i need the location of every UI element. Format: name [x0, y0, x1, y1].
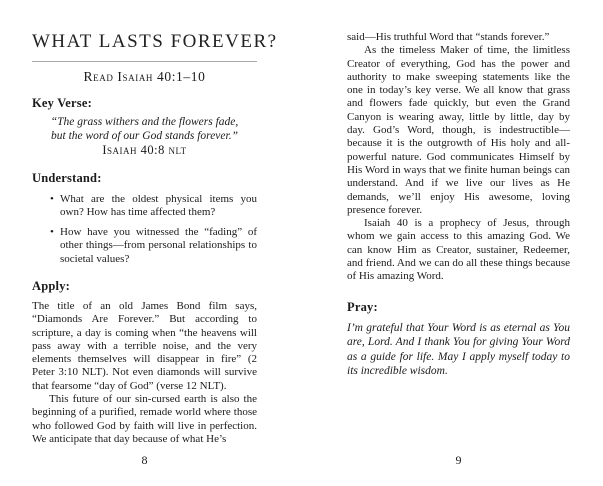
title-rule: [32, 61, 257, 62]
key-verse-quote: [32, 116, 257, 158]
book-page-left: [32, 0, 278, 486]
book-page-right: [347, 0, 570, 486]
body-paragraph: said—His truthful Word that “stands forever.”: [347, 31, 550, 43]
body-paragraph: Isaiah 40 is a prophecy of Jesus, through whom we gain access to this amazing God. We can know Him as Creator, sustainer, Redeemer, and friend. And we can do all these things because of His amazing Word.: [347, 217, 570, 283]
verse-line-1: “The grass withers and the flowers fade,: [50, 116, 239, 128]
chapter-title: WHAT LASTS FOREVER?: [32, 31, 278, 52]
apply-heading: Apply:: [32, 278, 71, 293]
page-number-right: 9: [455, 453, 462, 467]
read-reference: Read Isaiah 40:1–10: [83, 69, 206, 84]
bullet-item: • What are the oldest physical items you own? How has time affected them?: [60, 193, 257, 220]
prayer-text: I’m grateful that Your Word is as eternal as You are, Lord. And I thank You for giving Your Word as a guide for life. May I apply myself today to its incredible wisdom.: [347, 321, 570, 378]
verse-line-2: but the word of our God stands forever.”: [51, 129, 238, 142]
page-number-left: 8: [141, 453, 148, 467]
understand-bullet-list: [32, 193, 257, 266]
body-paragraph: This future of our sin-cursed earth is also the beginning of a purified, remade world where those who followed God by faith will live in perfection. We anticipate that day because of what He’s: [32, 393, 257, 445]
body-paragraph: The title of an old James Bond film says, “Diamonds Are Forever.” But according to scripture, a day is coming when “the heavens will pass away with a terrible noise, and the very elements themselves will disappear in fire” (2 Peter 3:10 NLT). Not even diamonds will survive that fearsome “day of God” (verse 12 NLT).: [32, 299, 257, 392]
pray-heading: Pray:: [347, 299, 378, 314]
key-verse-heading: Key Verse:: [32, 96, 92, 110]
bullet-item: • How have you witnessed the “fading” of other things—from personal relationships to societal values?: [60, 226, 257, 266]
verse-reference: Isaiah 40:8 nlt: [102, 143, 187, 157]
understand-heading: Understand:: [32, 170, 102, 185]
body-paragraph: As the timeless Maker of time, the limitless Creator of everything, God has the power and authority to make sweeping statements like the one in today’s key verse. We all know that grass and flowers fade quickly, but even the Grand Canyon is wearing away, little by little, day by day. God’s Word, though, is indestructible—because it is the outgrowth of His holy and all-powerful nature. God communicates Himself by His Word in ways that we finite human beings can understand. And if we live our lives as He demands, we’ll enjoy His awesome, loving presence forever.: [347, 44, 570, 216]
